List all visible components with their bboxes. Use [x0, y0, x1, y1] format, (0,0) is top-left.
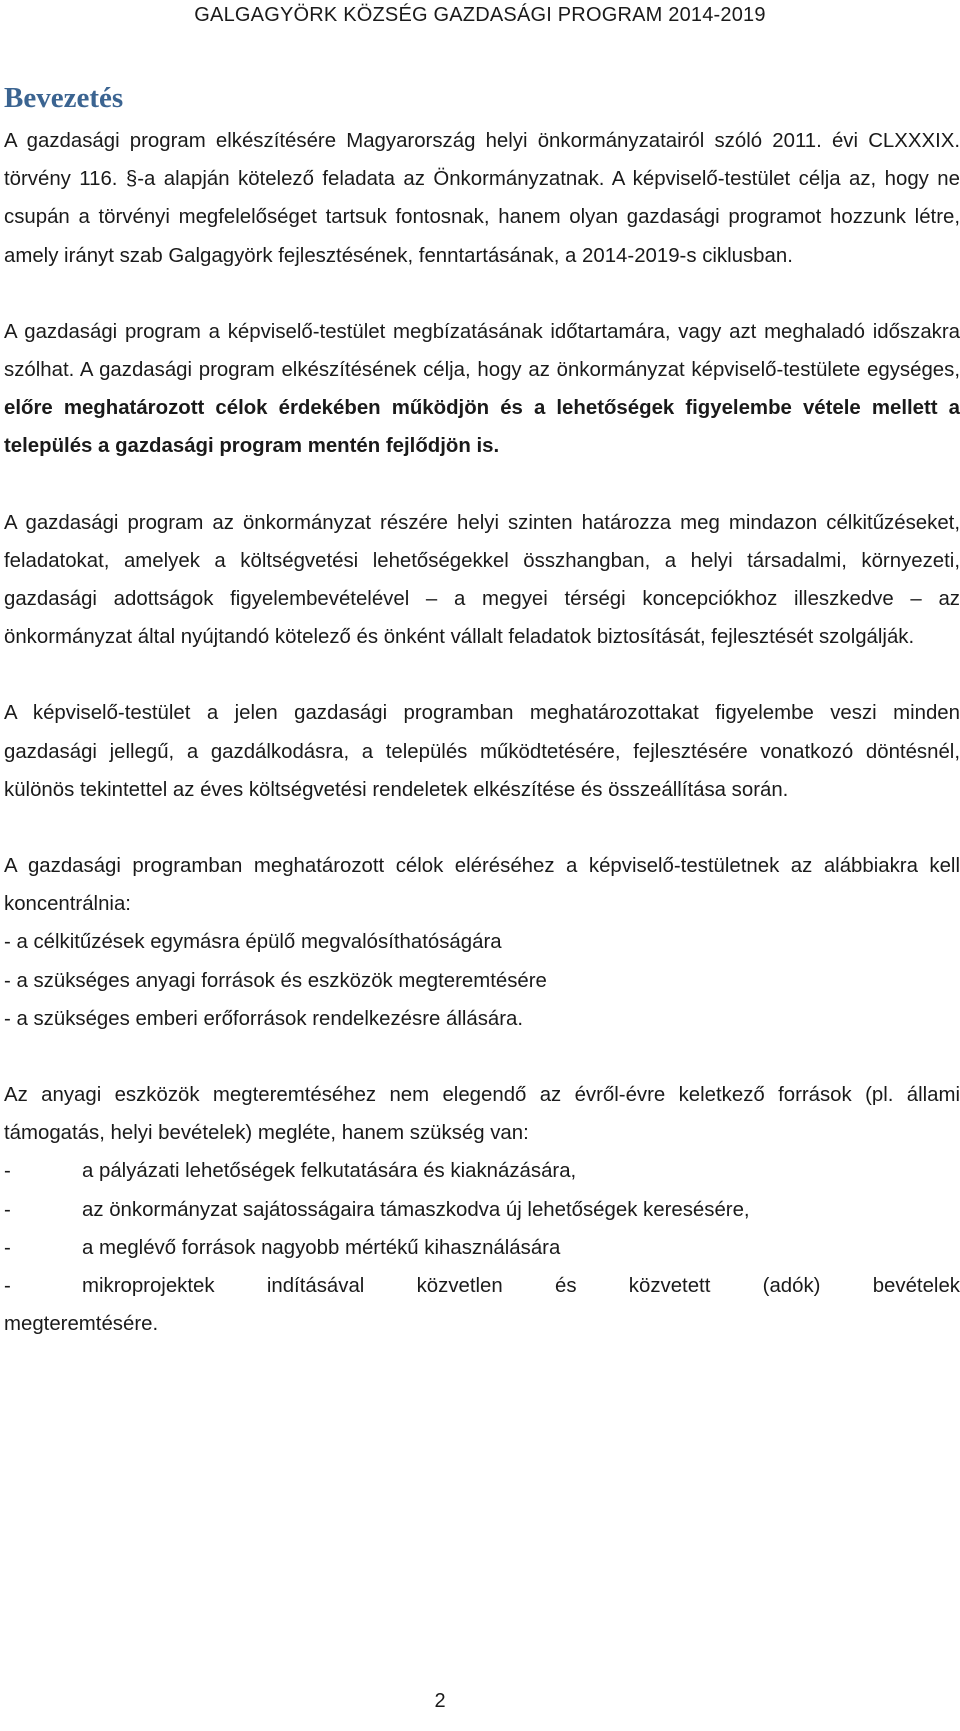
paragraph-program-scope: A gazdasági program az önkormányzat részére helyi szinten határozza meg mindazon célkitűzéseket, feladatokat, amelyek a költségvetési lehetőségekkel összhangban, a helyi társadalmi, környezeti, gazdasági adottságok figyelembevételével – a megyei térségi koncepciókhoz illeszkedve – az önkormányzat által nyújtandó kötelező és önként vállalt feladatok biztosítását, fejlesztését szolgálják. [4, 511, 960, 649]
needs-list [4, 1152, 960, 1343]
list-item-text: az önkormányzat sajátosságaira támaszkodva új lehetőségek keresésére, [82, 1198, 750, 1221]
paragraph-focus-intro: A gazdasági programban meghatározott célok eléréséhez a képviselő-testületnek az alábbiakra kell koncentrálnia: [4, 855, 960, 916]
paragraph-bold-text: előre meghatározott célok érdekében működjön és a lehetőségek figyelembe vétele mellett a település a gazdasági program mentén fejlődjön is. [4, 397, 960, 458]
paragraph-text: A gazdasági program a képviselő-testület megbízatásának időtartamára, vagy azt meghaladó időszakra szólhat. A gazdasági program elkészítésének célja, hogy az önkormányzat képviselő-testülete egységes, [4, 320, 960, 382]
list-item [4, 1267, 960, 1305]
list-dash: - [4, 1160, 11, 1183]
list-dash: - [4, 1236, 11, 1259]
section-heading: Bevezetés [4, 82, 124, 114]
page-number: 2 [434, 1690, 446, 1712]
paragraph-legal-basis: A gazdasági program elkészítésére Magyarország helyi önkormányzatairól szóló 2011. évi CLXXXIX. törvény 116. §-a alapján kötelező feladata az Önkormányzatnak. A képviselő-testület célja az, hogy ne csupán a törvényi megfelelőséget tartsuk fontosnak, hanem olyan gazdasági programot hozzunk létre, amely irányt szab Galgagyörk fejlesztésének, fenntartásának, a 2014-2019-s ciklusban. [4, 130, 960, 267]
list-dash: - [4, 1198, 11, 1221]
list-item-text: mikroprojektek indításával közvetlen és közvetett (adók) bevételek [82, 1275, 960, 1298]
list-item-continuation: megteremtésére. [4, 1313, 159, 1336]
list-item: - a szükséges anyagi források és eszközök megteremtésére [4, 969, 547, 992]
paragraph-board-decisions: A képviselő-testület a jelen gazdasági programban meghatározottakat figyelembe veszi minden gazdasági jellegű, a gazdálkodásra, a település működtetésére, fejlesztésére vonatkozó döntésnél, különös tekintettel az éves költségvetési rendeletek elkészítése és összeállítása során. [4, 702, 960, 801]
document-body [4, 78, 960, 1343]
list-item [4, 1152, 960, 1190]
focus-list [4, 923, 960, 1038]
paragraph-resources-intro: Az anyagi eszközök megteremtéséhez nem elegendő az évről-évre keletkező források (pl. állami támogatás, helyi bevételek) megléte, hanem szükség van: [4, 1084, 960, 1145]
list-dash: - [4, 1275, 11, 1298]
paragraph-program-purpose [4, 313, 960, 466]
page-header: GALGAGYÖRK KÖZSÉG GAZDASÁGI PROGRAM 2014-2019 [194, 4, 766, 26]
list-item: - a célkitűzések egymásra épülő megvalósíthatóságára [4, 931, 502, 954]
list-item [4, 1229, 960, 1267]
list-item [4, 1191, 960, 1229]
list-item: - a szükséges emberi erőforrások rendelkezésre állására. [4, 1007, 524, 1030]
list-item-text: a pályázati lehetőségek felkutatására és kiaknázására, [82, 1160, 577, 1183]
list-item-text: a meglévő források nagyobb mértékű kihasználására [82, 1236, 561, 1259]
